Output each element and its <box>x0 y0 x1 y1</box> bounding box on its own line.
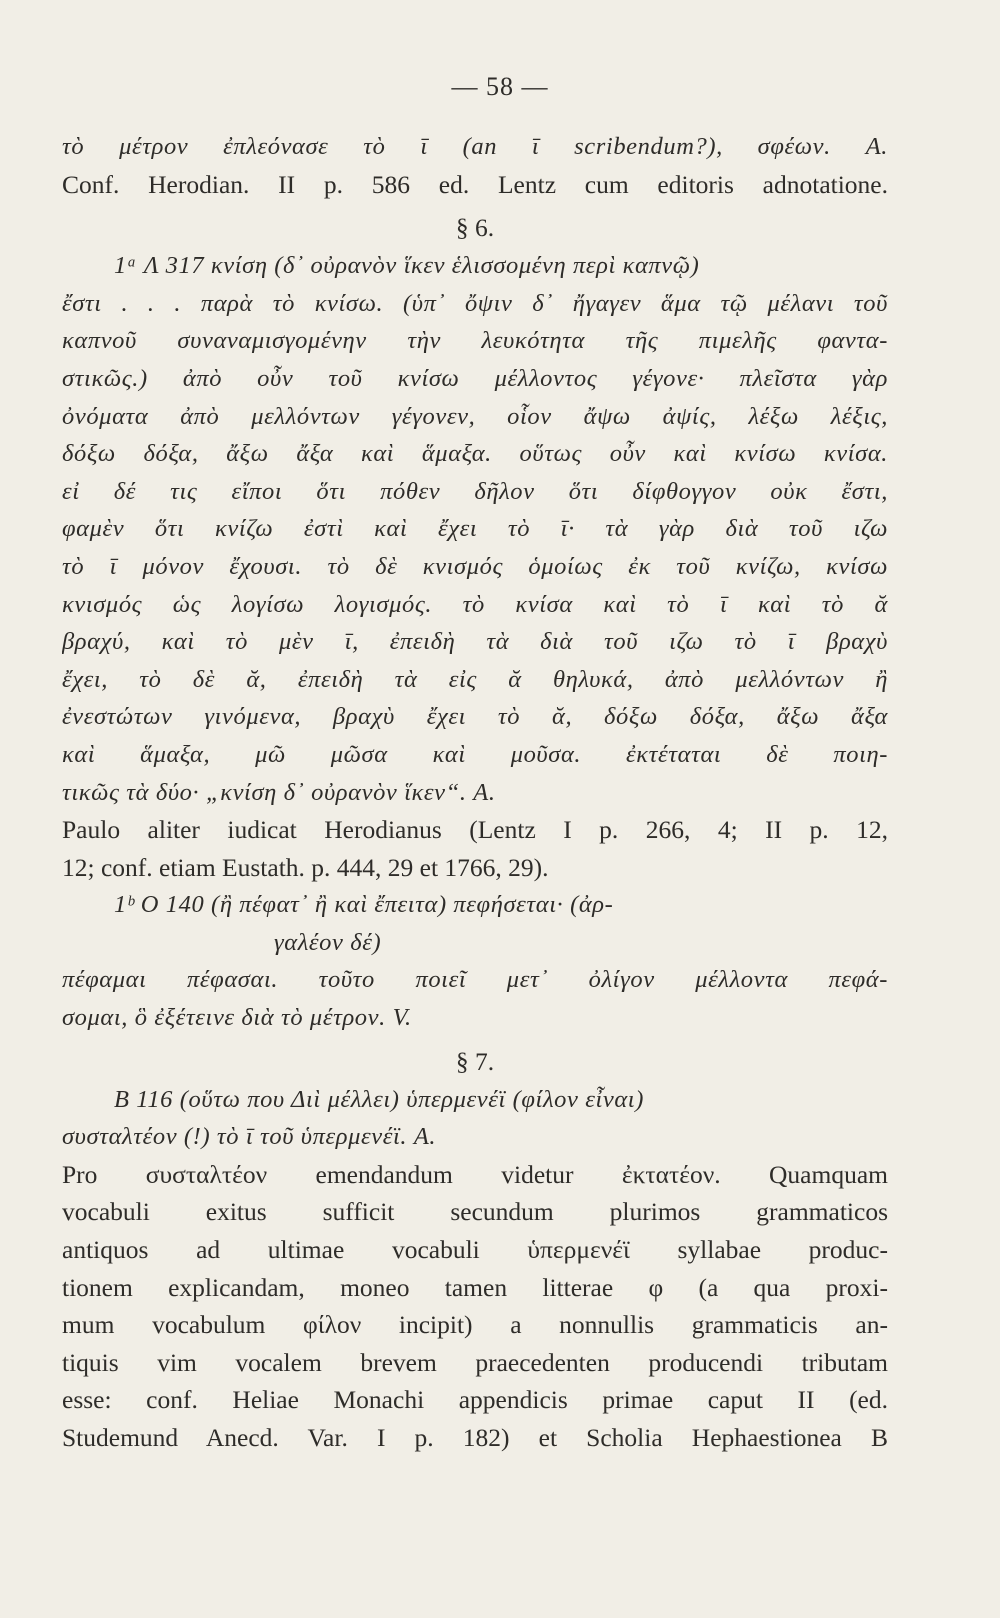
text-line: πέφαμαι πέφασαι. τοῦτο ποιεῖ μετ᾽ ὀλίγον μέλλοντα πεφά- <box>62 966 888 994</box>
text-line: σομαι, ὃ ἐξέτεινε διὰ τὸ μέτρον. V. <box>62 1004 412 1032</box>
text-line: ὀνόματα ἀπὸ μελλόντων γέγονεν, οἷον ἄψω ἀψίς, λέξω λέξις, <box>62 402 888 430</box>
text-line: τὸ ῑ μόνον ἔχουσι. τὸ δὲ κνισμός ὁμοίως ἐκ τοῦ κνίζω, κνίσω <box>62 552 888 580</box>
text-line: στικῶς.) ἀπὸ οὖν τοῦ κνίσω μέλλοντος γέγονε· πλεῖστα γὰρ <box>62 364 888 392</box>
text-line: συσταλτέον (!) τὸ ῑ τοῦ ὑπερμενέϊ. A. <box>62 1123 437 1151</box>
text-line: 1ᵇ Ο 140 (ἢ πέφατ᾽ ἢ καὶ ἔπειτα) πεφήσεται· (ἀρ- <box>114 891 614 919</box>
text-line: κνισμός ὡς λογίσω λογισμός. τὸ κνίσα καὶ τὸ ῑ καὶ τὸ ᾰ <box>62 590 888 618</box>
text-line: ἔχει, τὸ δὲ ᾰ, ἐπειδὴ τὰ εἰς ᾰ θηλυκά, ἀπὸ μελλόντων ἢ <box>62 665 888 693</box>
text-line: Β 116 (οὕτω που Διὶ μέλλει) ὑπερμενέϊ (φίλον εἶναι) <box>114 1085 644 1113</box>
section-heading: § 7. <box>455 1046 495 1076</box>
text-line: esse: conf. Heliae Monachi appendicis primae caput II (ed. <box>62 1385 888 1415</box>
text-line: φαμὲν ὅτι κνίζω ἐστὶ καὶ ἔχει τὸ ῑ· τὰ γὰρ διὰ τοῦ ιζω <box>62 515 888 543</box>
page-number: — 58 — <box>451 72 549 101</box>
text-line: Paulo aliter iudicat Herodianus (Lentz I p. 266, 4; II p. 12, <box>62 815 888 845</box>
text-line: Studemund Anecd. Var. I p. 182) et Scholia Hephaestionea B <box>62 1423 888 1452</box>
section-heading: § 6. <box>455 213 495 243</box>
text-line: 12; conf. etiam Eustath. p. 444, 29 et 1766, 29). <box>62 852 549 882</box>
text-line: τὸ μέτρον ἐπλεόνασε τὸ ῑ (an ῑ scribendum?), σφέων. A. <box>62 133 888 160</box>
page-body <box>62 128 888 1457</box>
text-line: vocabuli exitus sufficit secundum plurimos grammaticos <box>62 1197 888 1227</box>
text-line: δόξω δόξα, ἄξω ἄξα καὶ ἅμαξα. οὕτως οὖν καὶ κνίσω κνίσα. <box>62 440 888 468</box>
text-line: εἰ δέ τις εἴποι ὅτι πόθεν δῆλον ὅτι δίφθογγον οὐκ ἔστι, <box>62 477 888 505</box>
text-line: καὶ ἅμαξα, μῶ μῶσα καὶ μοῦσα. ἐκτέταται δὲ ποιη- <box>62 740 888 768</box>
text-line: Conf. Herodian. II p. 586 ed. Lentz cum editoris adnotatione. <box>62 169 888 199</box>
text-line: τικῶς τὰ δύο· „κνίση δ᾽ οὐρανὸν ἵκεν“. A. <box>62 778 496 806</box>
text-line: 1ᵃ Λ 317 κνίση (δ᾽ οὐρανὸν ἵκεν ἑλισσομένη περὶ καπνῷ) <box>114 252 700 280</box>
text-line: tionem explicandam, moneo tamen litterae φ (a qua proxi- <box>62 1272 888 1302</box>
text-line: mum vocabulum φίλον incipit) a nonnullis grammaticis an- <box>62 1310 888 1340</box>
text-line: ἔστι . . . παρὰ τὸ κνίσω. (ὑπ᾽ ὄψιν δ᾽ ἤγαγεν ἅμα τῷ μέλανι τοῦ <box>62 289 888 317</box>
text-line: γαλέον δέ) <box>274 928 382 956</box>
text-line: tiquis vim vocalem brevem praecedenten producendi tributam <box>62 1347 888 1377</box>
text-line: Pro συσταλτέον emendandum videtur ἐκτατέον. Quamquam <box>62 1159 888 1189</box>
text-line: ἐνεστώτων γινόμενα, βραχὺ ἔχει τὸ ᾰ, δόξω δόξα, ἄξω ἄξα <box>62 703 888 731</box>
text-line: antiquos ad ultimae vocabuli ὑπερμενέϊ syllabae produc- <box>62 1235 888 1265</box>
text-line: καπνοῦ συναναμισγομένην τὴν λευκότητα τῆς πιμελῆς φαντα- <box>62 327 888 355</box>
text-line: βραχύ, καὶ τὸ μὲν ῑ, ἐπειδὴ τὰ διὰ τοῦ ιζω τὸ ῑ βραχὺ <box>62 628 888 656</box>
